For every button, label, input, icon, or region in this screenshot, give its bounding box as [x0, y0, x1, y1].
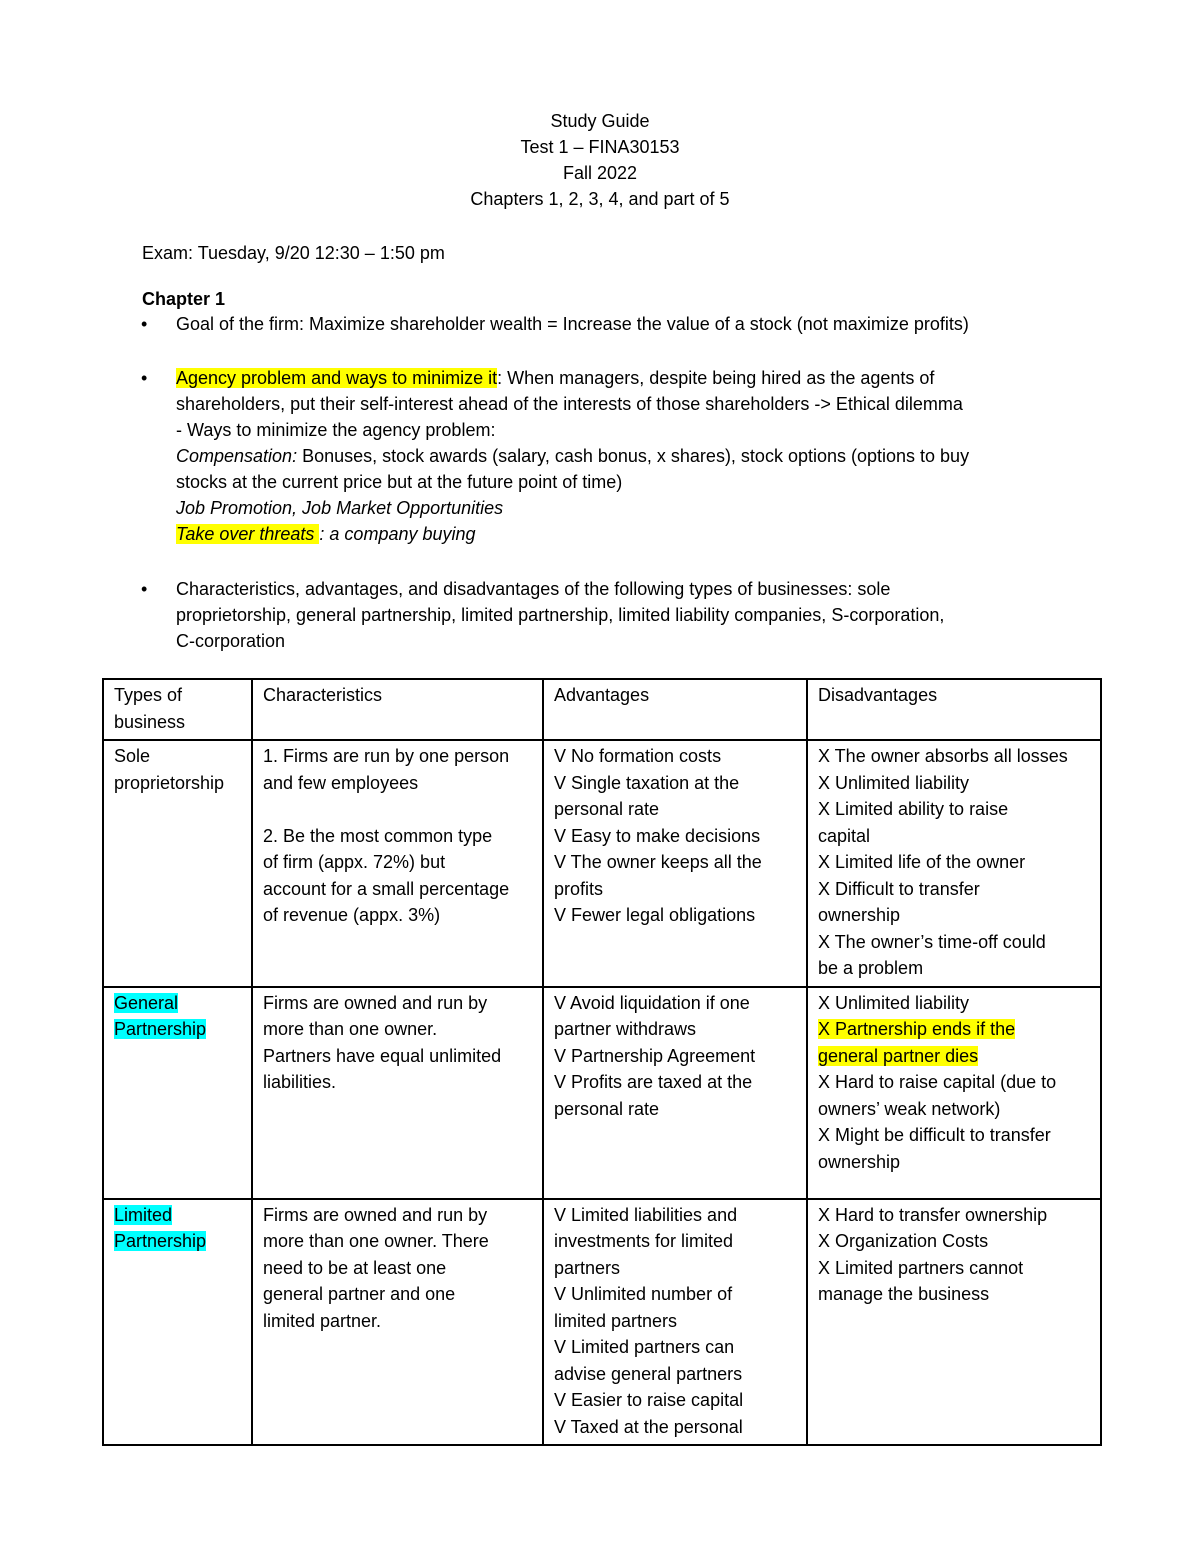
adv-line: V Limited liabilities and: [554, 1204, 738, 1225]
dis-line: ownership: [818, 1151, 901, 1172]
cell-characteristics: [252, 1199, 543, 1446]
type-highlight: General: [114, 992, 179, 1013]
type-line: [114, 1228, 241, 1255]
char-line: 2. Be the most common type: [263, 825, 493, 846]
dis-line: [818, 1016, 1090, 1043]
dis-line: owners’ weak network): [818, 1098, 1001, 1119]
bullet-icon: •: [141, 314, 148, 334]
header-advantages: [543, 679, 807, 740]
adv-line: V Profits are taxed at the: [554, 1072, 753, 1092]
header-characteristics: [252, 679, 543, 740]
adv-line: V Unlimited number of: [554, 1284, 733, 1304]
bullet-icon: •: [141, 368, 148, 388]
exam-line: Exam: Tuesday, 9/20 12:30 – 1:50 pm: [142, 243, 445, 263]
spacer: [263, 796, 532, 823]
doc-term: Fall 2022: [562, 163, 638, 183]
bullet-goal: [176, 311, 1076, 337]
dis-line: X Unlimited liability: [818, 992, 970, 1013]
types-line-2: proprietorship, general partnership, limited partnership, limited liability companies, S-corporation,: [176, 605, 945, 625]
dis-line: X The owner absorbs all losses: [818, 746, 1068, 766]
bullet-business-types: [176, 576, 1076, 654]
char-line: need to be at least one: [263, 1257, 447, 1278]
dis-line: X Organization Costs: [818, 1231, 989, 1251]
char-line: more than one owner. There: [263, 1231, 489, 1251]
adv-line: personal rate: [554, 799, 660, 819]
takeover-line: [176, 521, 1076, 547]
char-line: liabilities.: [263, 1072, 337, 1092]
header-type-line: Types of: [114, 685, 183, 705]
char-line: Partners have equal unlimited: [263, 1045, 502, 1066]
dis-line: capital: [818, 825, 871, 846]
cell-type: [103, 987, 252, 1199]
adv-line: investments for limited: [554, 1231, 734, 1251]
header-characteristics-text: Characteristics: [263, 685, 383, 705]
compensation-line: [176, 443, 1076, 469]
adv-line: V Partnership Agreement: [554, 1045, 756, 1066]
header-type-line: business: [114, 711, 186, 732]
type-line: proprietorship: [114, 772, 225, 793]
adv-line: V Easy to make decisions: [554, 825, 761, 846]
chapter-heading: Chapter 1: [142, 289, 226, 309]
type-line: [114, 1016, 241, 1043]
adv-line: V Single taxation at the: [554, 772, 740, 793]
cell-type: [103, 1199, 252, 1446]
agency-line-2: shareholders, put their self-interest ahead of the interests of those shareholders -> Ethical dilemma: [176, 394, 963, 414]
char-line: Firms are owned and run by: [263, 1204, 488, 1225]
compensation-text: Bonuses, stock awards (salary, cash bonus, x shares), stock options (options to buy: [297, 446, 970, 466]
adv-line: advise general partners: [554, 1363, 743, 1384]
dis-line: X Hard to transfer ownership: [818, 1204, 1048, 1225]
cell-characteristics: [252, 987, 543, 1199]
header-advantages-text: Advantages: [554, 685, 650, 705]
type-line: [114, 990, 241, 1017]
type-line: Sole: [114, 746, 151, 766]
char-line: of firm (appx. 72%) but: [263, 852, 446, 872]
dis-line: X Limited ability to raise: [818, 799, 1009, 819]
doc-title: Study Guide: [550, 111, 650, 131]
table-row: [103, 1199, 1101, 1446]
types-line-1: Characteristics, advantages, and disadvantages of the following types of businesses: sole: [176, 579, 891, 599]
cell-disadvantages: [807, 987, 1101, 1199]
agency-highlight: Agency problem and ways to minimize it: [176, 368, 498, 388]
adv-line: limited partners: [554, 1310, 678, 1331]
compensation-label: Compensation:: [176, 446, 298, 466]
char-line: Firms are owned and run by: [263, 992, 488, 1013]
cell-disadvantages: [807, 1199, 1101, 1446]
char-line: general partner and one: [263, 1284, 456, 1304]
dis-line: [818, 1043, 1090, 1070]
agency-line-3: - Ways to minimize the agency problem:: [176, 420, 496, 440]
adv-line: V No formation costs: [554, 746, 722, 766]
takeover-highlight: Take over threats: [176, 524, 320, 544]
agency-line-1-rest: : When managers, despite being hired as the agents of: [497, 368, 935, 388]
dis-line: X The owner’s time-off could: [818, 931, 1046, 952]
cell-characteristics: [252, 740, 543, 987]
char-line: 1. Firms are run by one person: [263, 746, 510, 766]
adv-line: profits: [554, 878, 604, 899]
dis-highlight: X Partnership ends if the: [818, 1019, 1016, 1039]
takeover-rest: : a company buying: [319, 524, 476, 544]
header-disadvantages-text: Disadvantages: [818, 685, 938, 705]
dis-line: manage the business: [818, 1284, 990, 1304]
business-types-table: [102, 678, 1102, 1446]
header-disadvantages: [807, 679, 1101, 740]
dis-highlight: general partner dies: [818, 1045, 979, 1066]
goal-text: Goal of the firm: Maximize shareholder wealth = Increase the value of a stock (not maximize profits): [176, 314, 969, 334]
cell-disadvantages: [807, 740, 1101, 987]
adv-line: V The owner keeps all the: [554, 852, 762, 872]
adv-line: V Limited partners can: [554, 1337, 735, 1357]
type-highlight: Limited: [114, 1204, 173, 1225]
adv-line: partner withdraws: [554, 1019, 697, 1039]
cell-advantages: [543, 1199, 807, 1446]
job-line: Job Promotion, Job Market Opportunities: [176, 498, 504, 518]
dis-line: X Might be difficult to transfer: [818, 1125, 1051, 1145]
adv-line: partners: [554, 1257, 621, 1278]
doc-test-line: Test 1 – FINA30153: [520, 137, 680, 157]
doc-chapters: Chapters 1, 2, 3, 4, and part of 5: [470, 189, 730, 209]
bullet-agency: [176, 365, 1076, 547]
cell-advantages: [543, 740, 807, 987]
dis-line: be a problem: [818, 958, 924, 978]
char-line: and few employees: [263, 772, 419, 793]
dis-line: X Limited partners cannot: [818, 1257, 1024, 1278]
type-highlight: Partnership: [114, 1231, 207, 1251]
cell-advantages: [543, 987, 807, 1199]
adv-line: V Avoid liquidation if one: [554, 992, 750, 1013]
dis-line: X Hard to raise capital (due to: [818, 1072, 1057, 1092]
cell-type: [103, 740, 252, 987]
table-row: [103, 740, 1101, 987]
dis-line: X Limited life of the owner: [818, 852, 1026, 872]
adv-line: V Easier to raise capital: [554, 1390, 744, 1410]
table-header-row: [103, 679, 1101, 740]
bullet-icon: •: [141, 579, 148, 599]
char-line: account for a small percentage: [263, 878, 510, 899]
agency-line-1: [176, 365, 1076, 391]
type-highlight: Partnership: [114, 1019, 207, 1039]
header-type: [103, 679, 252, 740]
dis-line: ownership: [818, 905, 901, 925]
adv-line: personal rate: [554, 1098, 660, 1119]
dis-line: X Difficult to transfer: [818, 878, 980, 899]
dis-line: X Unlimited liability: [818, 772, 970, 793]
char-line: of revenue (appx. 3%): [263, 905, 441, 925]
table-row: [103, 987, 1101, 1199]
char-line: more than one owner.: [263, 1019, 438, 1039]
types-line-3: C-corporation: [176, 631, 286, 651]
type-line: [114, 1202, 241, 1229]
adv-line: V Fewer legal obligations: [554, 905, 756, 925]
adv-line: V Taxed at the personal: [554, 1416, 743, 1437]
char-line: limited partner.: [263, 1310, 382, 1331]
compensation-line-2: stocks at the current price but at the future point of time): [176, 472, 623, 492]
